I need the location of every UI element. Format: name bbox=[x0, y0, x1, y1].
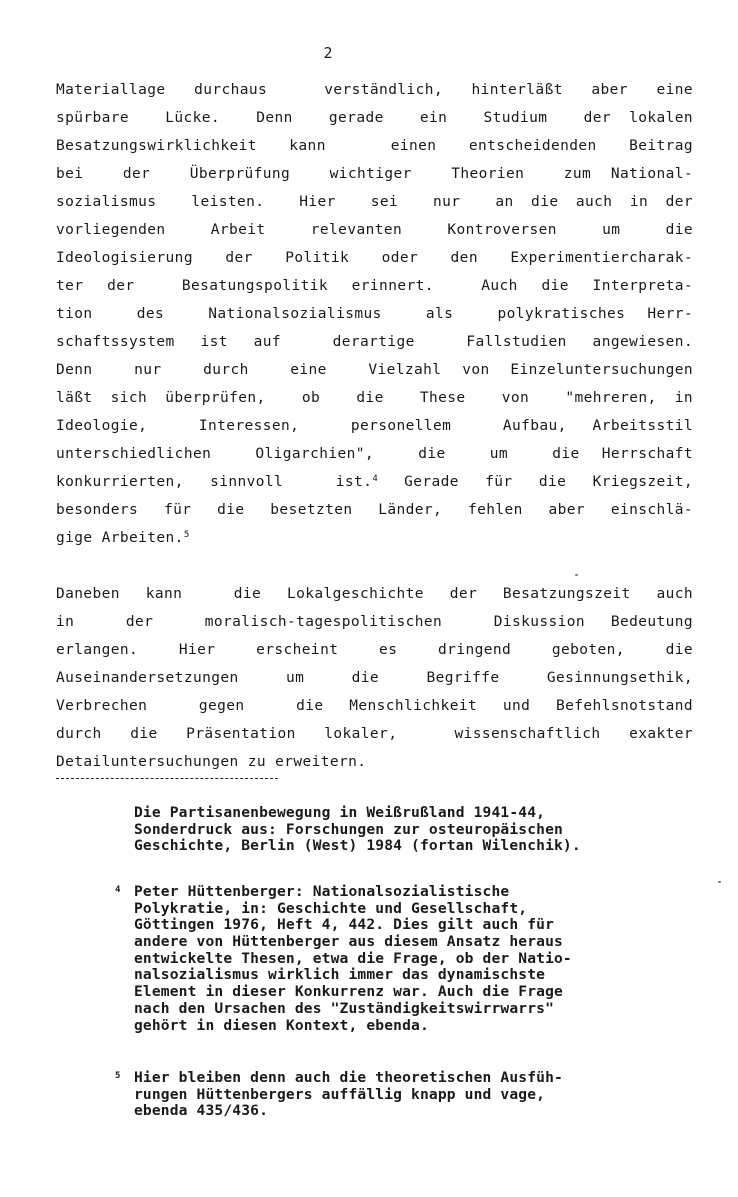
line-text: unterschiedlichen Oligarchien", die um die Herrschaft bbox=[56, 446, 693, 462]
text-line bbox=[56, 496, 693, 524]
scan-speck bbox=[718, 881, 721, 883]
footnote-line: Polykratie, in: Geschichte und Gesellschaft, bbox=[134, 900, 528, 917]
line-text: tion des Nationalsozialismus als polykratisches Herr- bbox=[56, 306, 693, 322]
line-text-tail: Gerade für die Kriegszeit, bbox=[377, 474, 693, 490]
line-text: schaftssystem ist auf derartige Fallstudien angewiesen. bbox=[56, 334, 693, 350]
body-paragraph-2 bbox=[56, 580, 693, 776]
text-line bbox=[56, 300, 693, 328]
footnote-line: ebenda 435/436. bbox=[134, 1103, 269, 1120]
text-line bbox=[56, 412, 693, 440]
line-text: sozialismus leisten. Hier sei nur an die auch in der bbox=[56, 194, 693, 210]
footnote-ref-4: 4 bbox=[372, 474, 378, 484]
text-line bbox=[56, 720, 693, 748]
line-text: Detailuntersuchungen zu erweitern. bbox=[56, 754, 367, 770]
line-text: in der moralisch-tagespolitischen Diskussion Bedeutung bbox=[56, 614, 693, 630]
line-text: erlangen. Hier erscheint es dringend geboten, die bbox=[56, 642, 693, 658]
text-line bbox=[56, 216, 693, 244]
footnote-line: gehört in diesen Kontext, ebenda. bbox=[134, 1017, 429, 1034]
text-line bbox=[56, 664, 693, 692]
footnote-line: Sonderdruck aus: Forschungen zur osteuropäischen bbox=[134, 821, 563, 838]
footnote-marker: 4 bbox=[115, 885, 121, 895]
line-text: spürbare Lücke. Denn gerade ein Studium der lokalen bbox=[56, 110, 693, 126]
text-line bbox=[56, 188, 693, 216]
line-text: Besatzungswirklichkeit kann einen entscheidenden Beitrag bbox=[56, 138, 693, 154]
line-text: besonders für die besetzten Länder, fehlen aber einschlä- bbox=[56, 502, 693, 518]
text-line bbox=[56, 132, 693, 160]
line-text: Verbrechen gegen die Menschlichkeit und Befehlsnotstand bbox=[56, 698, 693, 714]
footnote-5 bbox=[115, 1070, 694, 1120]
line-text: Auseinandersetzungen um die Begriffe Gesinnungsethik, bbox=[56, 670, 693, 686]
text-line bbox=[56, 76, 693, 104]
page-number: 2 bbox=[323, 44, 333, 62]
line-text: vorliegenden Arbeit relevanten Kontroversen um die bbox=[56, 222, 693, 238]
footnote-line: nach den Ursachen des "Zuständigkeitswirrwarrs" bbox=[134, 1000, 555, 1017]
text-line bbox=[56, 580, 693, 608]
footnote-marker: 5 bbox=[115, 1071, 121, 1081]
line-text: Daneben kann die Lokalgeschichte der Besatzungszeit auch bbox=[56, 586, 693, 602]
line-text: Materiallage durchaus verständlich, hinterläßt aber eine bbox=[56, 82, 693, 98]
text-line bbox=[56, 328, 693, 356]
footnote-separator bbox=[56, 778, 278, 779]
text-line bbox=[56, 440, 693, 468]
footnote-line: Element in dieser Konkurrenz war. Auch die Frage bbox=[134, 984, 563, 1001]
text-line bbox=[56, 692, 693, 720]
footnote-4 bbox=[115, 884, 694, 1034]
footnote-line: Peter Hüttenberger: Nationalsozialistische bbox=[134, 884, 510, 900]
line-text: ter der Besatungspolitik erinnert. Auch die Interpreta- bbox=[56, 278, 693, 294]
line-text: Ideologisierung der Politik oder den Experimentiercharak- bbox=[56, 250, 693, 266]
scan-speck bbox=[575, 574, 578, 576]
line-text: läßt sich überprüfen, ob die These von "mehreren, in bbox=[56, 390, 693, 406]
text-line bbox=[56, 468, 693, 496]
footnote-line: Göttingen 1976, Heft 4, 442. Dies gilt auch für bbox=[134, 917, 555, 934]
text-line bbox=[56, 244, 693, 272]
line-text: bei der Überprüfung wichtiger Theorien zum National- bbox=[56, 166, 693, 182]
text-line bbox=[56, 160, 693, 188]
footnote-ref-5: 5 bbox=[183, 530, 190, 540]
footnote-line: nalsozialismus wirklich immer das dynamischste bbox=[134, 967, 546, 984]
footnote-line: entwickelte Thesen, etwa die Frage, ob der Natio- bbox=[134, 950, 572, 967]
line-text: gige Arbeiten. bbox=[56, 530, 184, 546]
text-line bbox=[56, 384, 693, 412]
footnote-line: Geschichte, Berlin (West) 1984 (fortan Wilenchik). bbox=[134, 838, 581, 855]
footnote-3 bbox=[134, 805, 694, 855]
line-text: durch die Präsentation lokaler, wissenschaftlich exakter bbox=[56, 726, 693, 742]
text-line bbox=[56, 608, 693, 636]
text-line bbox=[56, 356, 693, 384]
text-line bbox=[56, 748, 693, 776]
text-line bbox=[56, 272, 693, 300]
body-paragraph-1 bbox=[56, 76, 693, 552]
footnote-line: Die Partisanenbewegung in Weißrußland 1941-44, bbox=[134, 805, 546, 821]
line-text: konkurrierten, sinnvoll ist. bbox=[56, 474, 373, 490]
line-text: Denn nur durch eine Vielzahl von Einzeluntersuchungen bbox=[56, 362, 693, 378]
footnote-line: rungen Hüttenbergers auffällig knapp und vage, bbox=[134, 1086, 546, 1103]
footnote-line: Hier bleiben denn auch die theoretischen Ausfüh- bbox=[134, 1070, 563, 1086]
text-line bbox=[56, 636, 693, 664]
text-line bbox=[56, 524, 693, 552]
footnote-line: andere von Hüttenberger aus diesem Ansatz heraus bbox=[134, 934, 563, 951]
text-line bbox=[56, 104, 693, 132]
line-text: Ideologie, Interessen, personellem Aufbau, Arbeitsstil bbox=[56, 418, 693, 434]
